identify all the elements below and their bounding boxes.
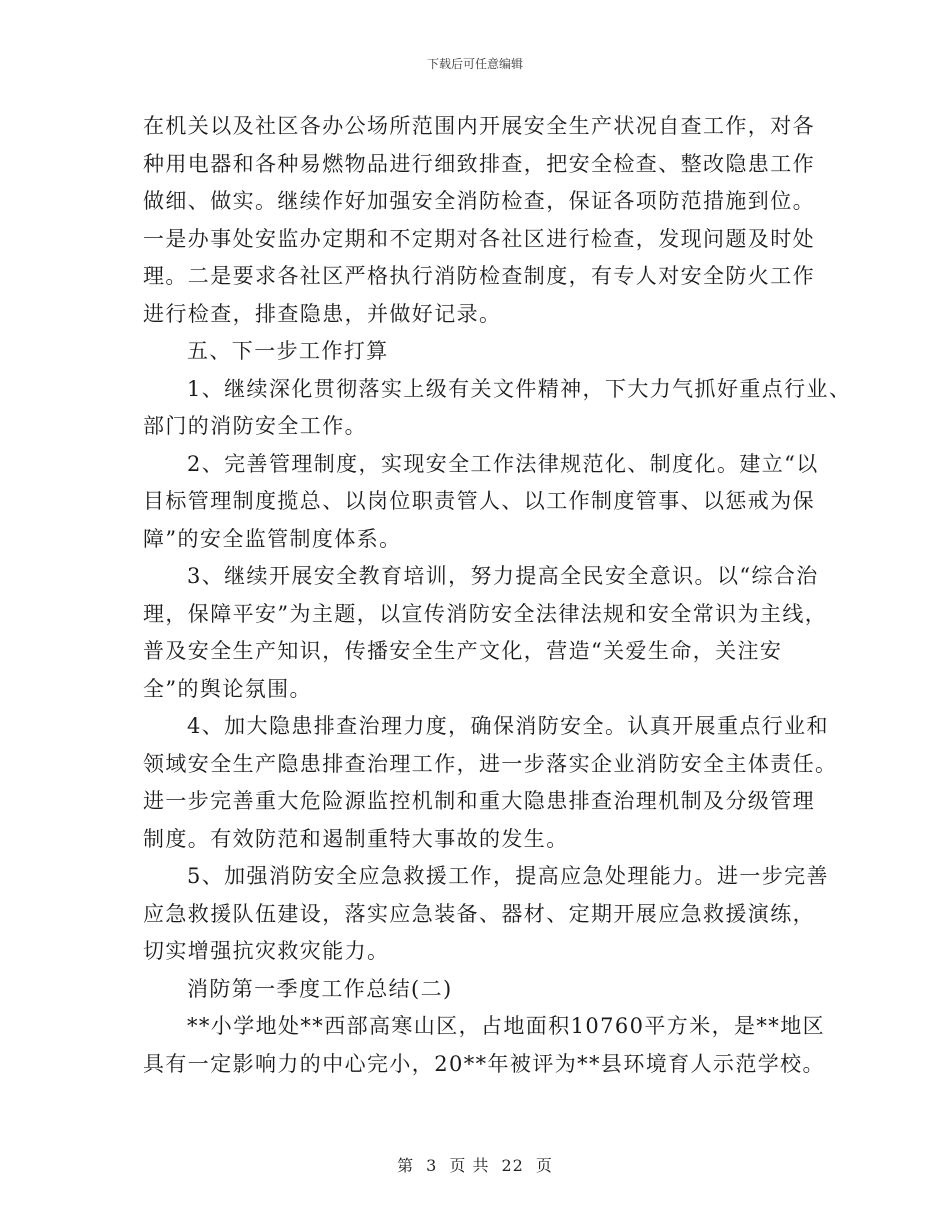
text-line: 5、加强消防安全应急救援工作，提高应急处理能力。进一步完善 [187, 864, 829, 888]
text-line: 领域安全生产隐患排查治理工作，进一步落实企业消防安全主体责任。 [143, 751, 838, 776]
text-line: 2、完善管理制度，实现安全工作法律规范化、制度化。建立“以 [187, 451, 819, 476]
text-line: 应急救援队伍建设，落实应急装备、器材、定期开展应急救援演练， [143, 901, 815, 926]
text-line: 进行检查，排查隐患，并做好记录。 [143, 301, 502, 326]
text-line: 具有一定影响力的中心完小，20**年被评为**县环境育人示范学校。 [143, 1051, 825, 1076]
footer-current-page: 3 [426, 1156, 438, 1175]
text-line: 障”的安全监管制度体系。 [143, 526, 402, 551]
footer-total-pages: 22 [501, 1156, 524, 1175]
text-line: 五、下一步工作打算 [187, 339, 389, 363]
text-line: 普及安全生产知识，传播安全生产文化，营造“关爱生命，关注安 [143, 639, 783, 663]
text-line: 在机关以及社区各办公场所范围内开展安全生产状况自查工作，对各 [143, 114, 815, 138]
text-line: 3、继续开展安全教育培训，努力提高全民安全意识。以“综合治 [187, 564, 819, 588]
text-line: **小学地处**西部高寒山区，占地面积10760平方米，是**地区 [187, 1014, 826, 1038]
text-line: 一是办事处安监办定期和不定期对各社区进行检查，发现问题及时处 [143, 226, 815, 251]
text-line: 理。二是要求各社区严格执行消防检查制度，有专人对安全防火工作 [143, 264, 815, 288]
page-footer [0, 1153, 950, 1176]
text-line: 种用电器和各种易燃物品进行细致排查，把安全检查、整改隐患工作 [143, 151, 815, 176]
document-body [143, 108, 852, 1083]
text-line: 进一步完善重大危险源监控机制和重大隐患排查治理机制及分级管理 [143, 789, 815, 813]
text-line: 目标管理制度揽总、以岗位职责管人、以工作制度管事、以惩戒为保 [143, 489, 815, 513]
text-line: 做细、做实。继续作好加强安全消防检查，保证各项防范措施到位。 [143, 189, 815, 213]
footer-middle: 页 共 [449, 1156, 490, 1175]
text-line: 理，保障平安”为主题，以宣传消防安全法律法规和安全常识为主线， [143, 601, 828, 626]
text-line: 4、加大隐患排查治理力度，确保消防安全。认真开展重点行业和 [187, 714, 829, 738]
text-line: 消防第一季度工作总结(二) [187, 976, 453, 1001]
text-line: 切实增强抗灾救灾能力。 [143, 939, 390, 963]
text-line: 全”的舆论氛围。 [143, 676, 312, 701]
text-line: 部门的消防安全工作。 [143, 414, 367, 438]
footer-suffix: 页 [535, 1156, 553, 1175]
text-line: 1、继续深化贯彻落实上级有关文件精神，下大力气抓好重点行业、 [187, 376, 852, 401]
page-header: 下载后可任意编辑 [426, 57, 523, 71]
text-line: 制度。有效防范和遏制重特大事故的发生。 [143, 826, 569, 851]
footer-prefix: 第 [397, 1156, 415, 1175]
